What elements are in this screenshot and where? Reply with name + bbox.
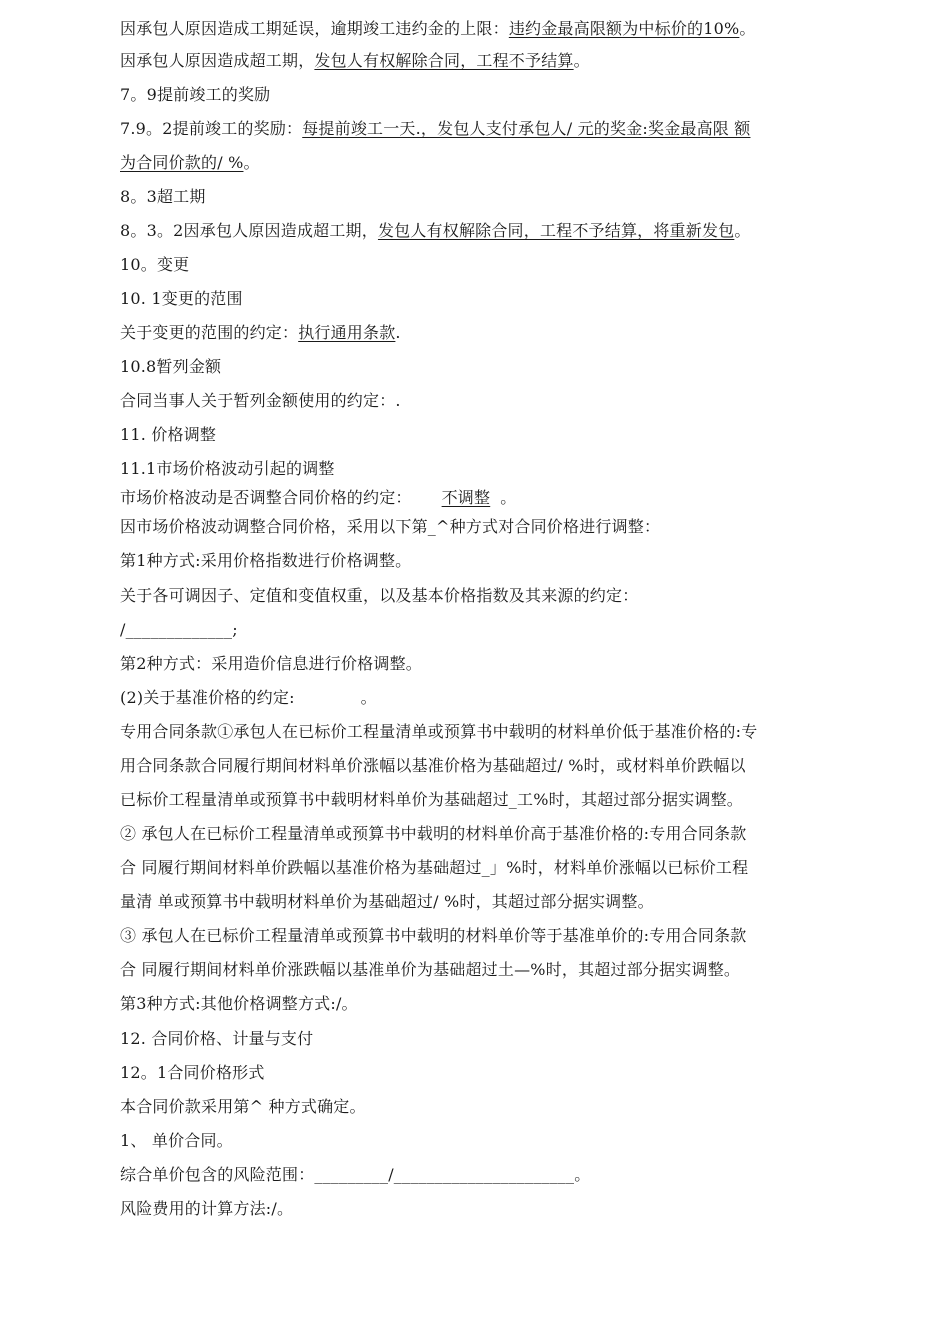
- method-3: 第3种方式:其他价格调整方式:/。: [120, 994, 358, 1013]
- clause-8-3-2: 8。3。2因承包人原因造成超工期，发包人有权解除合同，工程不予结算，将重新发包。: [120, 221, 751, 240]
- clause-special-3-line1: ③ 承包人在已标价工程量清单或预算书中载明的材料单价等于基准单价的:专用合同条款: [120, 926, 747, 945]
- unit-price-contract: 1、 单价合同。: [120, 1131, 233, 1150]
- clause-special-3-line2: 合 同履行期间材料单价涨跌幅以基准单价为基础超过土—%时，其超过部分据实调整。: [120, 960, 741, 979]
- clause-price-form: 本合同价款采用第^ 种方式确定。: [120, 1097, 366, 1116]
- clause-change-scope: 关于变更的范围的约定：执行通用条款.: [120, 323, 401, 342]
- clause-7-9-2: 7.9。2提前竣工的奖励：每提前竣工一天.，发包人支付承包人/ 元的奖金:奖金最高限 额: [120, 119, 751, 138]
- clause-provisional-sum: 合同当事人关于暂列金额使用的约定：.: [120, 391, 401, 410]
- clause-risk-scope: 综合单价包含的风险范围：_________/______________________。: [120, 1165, 591, 1184]
- clause-base-price: (2)关于基准价格的约定: 。: [120, 688, 377, 707]
- clause-overdue-termination: 因承包人原因造成超工期，发包人有权解除合同，工程不予结算。: [120, 51, 590, 70]
- section-heading-8-3: 8。3超工期: [120, 187, 206, 206]
- section-heading-10-1: 10. 1变更的范围: [120, 289, 243, 308]
- underlined-value: 为合同价款的/ %: [120, 153, 244, 172]
- method-1: 第1种方式:采用价格指数进行价格调整。: [120, 551, 412, 570]
- clause-special-2-line2: 合 同履行期间材料单价跌幅以基准价格为基础超过_」%时，材料单价涨幅以已标价工程: [120, 858, 749, 877]
- section-heading-12-1: 12。1合同价格形式: [120, 1063, 265, 1082]
- clause-price-adjust-choice: 市场价格波动是否调整合同价格的约定： 不调整 。: [120, 488, 517, 507]
- section-heading-11-1: 11.1市场价格波动引起的调整: [120, 459, 335, 478]
- section-heading-10: 10。变更: [120, 255, 190, 274]
- clause-special-1-line2: 用合同条款合同履行期间材料单价涨幅以基准价格为基础超过/ %时，或材料单价跌幅以: [120, 756, 746, 775]
- clause-special-2-line3: 量清 单或预算书中载明材料单价为基础超过/ %时，其超过部分据实调整。: [120, 892, 654, 911]
- section-heading-7-9: 7。9提前竣工的奖励: [120, 85, 271, 104]
- underlined-value: 每提前竣工一天.，发包人支付承包人/ 元的奖金:奖金最高限 额: [302, 119, 751, 138]
- method-2: 第2种方式：采用造价信息进行价格调整。: [120, 654, 422, 673]
- underlined-value: 违约金最高限额为中标价的10%: [508, 19, 740, 38]
- blank-fill-line: /_____________;: [120, 620, 238, 639]
- clause-index-factors: 关于各可调因子、定值和变值权重，以及基本价格指数及其来源的约定：: [120, 586, 639, 605]
- underlined-value: 发包人有权解除合同，工程不予结算，将重新发包: [377, 221, 735, 240]
- underlined-value: 不调整: [441, 488, 491, 507]
- clause-delay-penalty-cap: 因承包人原因造成工期延误，逾期竣工违约金的上限：违约金最高限额为中标价的10%。: [120, 19, 756, 38]
- clause-7-9-2-cont: 为合同价款的/ %。: [120, 153, 260, 172]
- clause-risk-cost: 风险费用的计算方法:/。: [120, 1199, 294, 1218]
- section-heading-12: 12. 合同价格、计量与支付: [120, 1029, 314, 1048]
- clause-special-2-line1: ② 承包人在已标价工程量清单或预算书中载明的材料单价高于基准价格的:专用合同条款: [120, 824, 747, 843]
- clause-special-1-line3: 已标价工程量清单或预算书中载明材料单价为基础超过_工%时，其超过部分据实调整。: [120, 790, 744, 809]
- section-heading-10-8: 10.8暂列金额: [120, 357, 222, 376]
- clause-adjust-method: 因市场价格波动调整合同价格，采用以下第_^种方式对合同价格进行调整：: [120, 517, 661, 536]
- underlined-value: 执行通用条款: [298, 323, 396, 342]
- clause-special-1-line1: 专用合同条款①承包人在已标价工程量清单或预算书中载明的材料单价低于基准价格的:专: [120, 722, 758, 741]
- underlined-value: 发包人有权解除合同，工程不予结算: [314, 51, 574, 70]
- section-heading-11: 11. 价格调整: [120, 425, 217, 444]
